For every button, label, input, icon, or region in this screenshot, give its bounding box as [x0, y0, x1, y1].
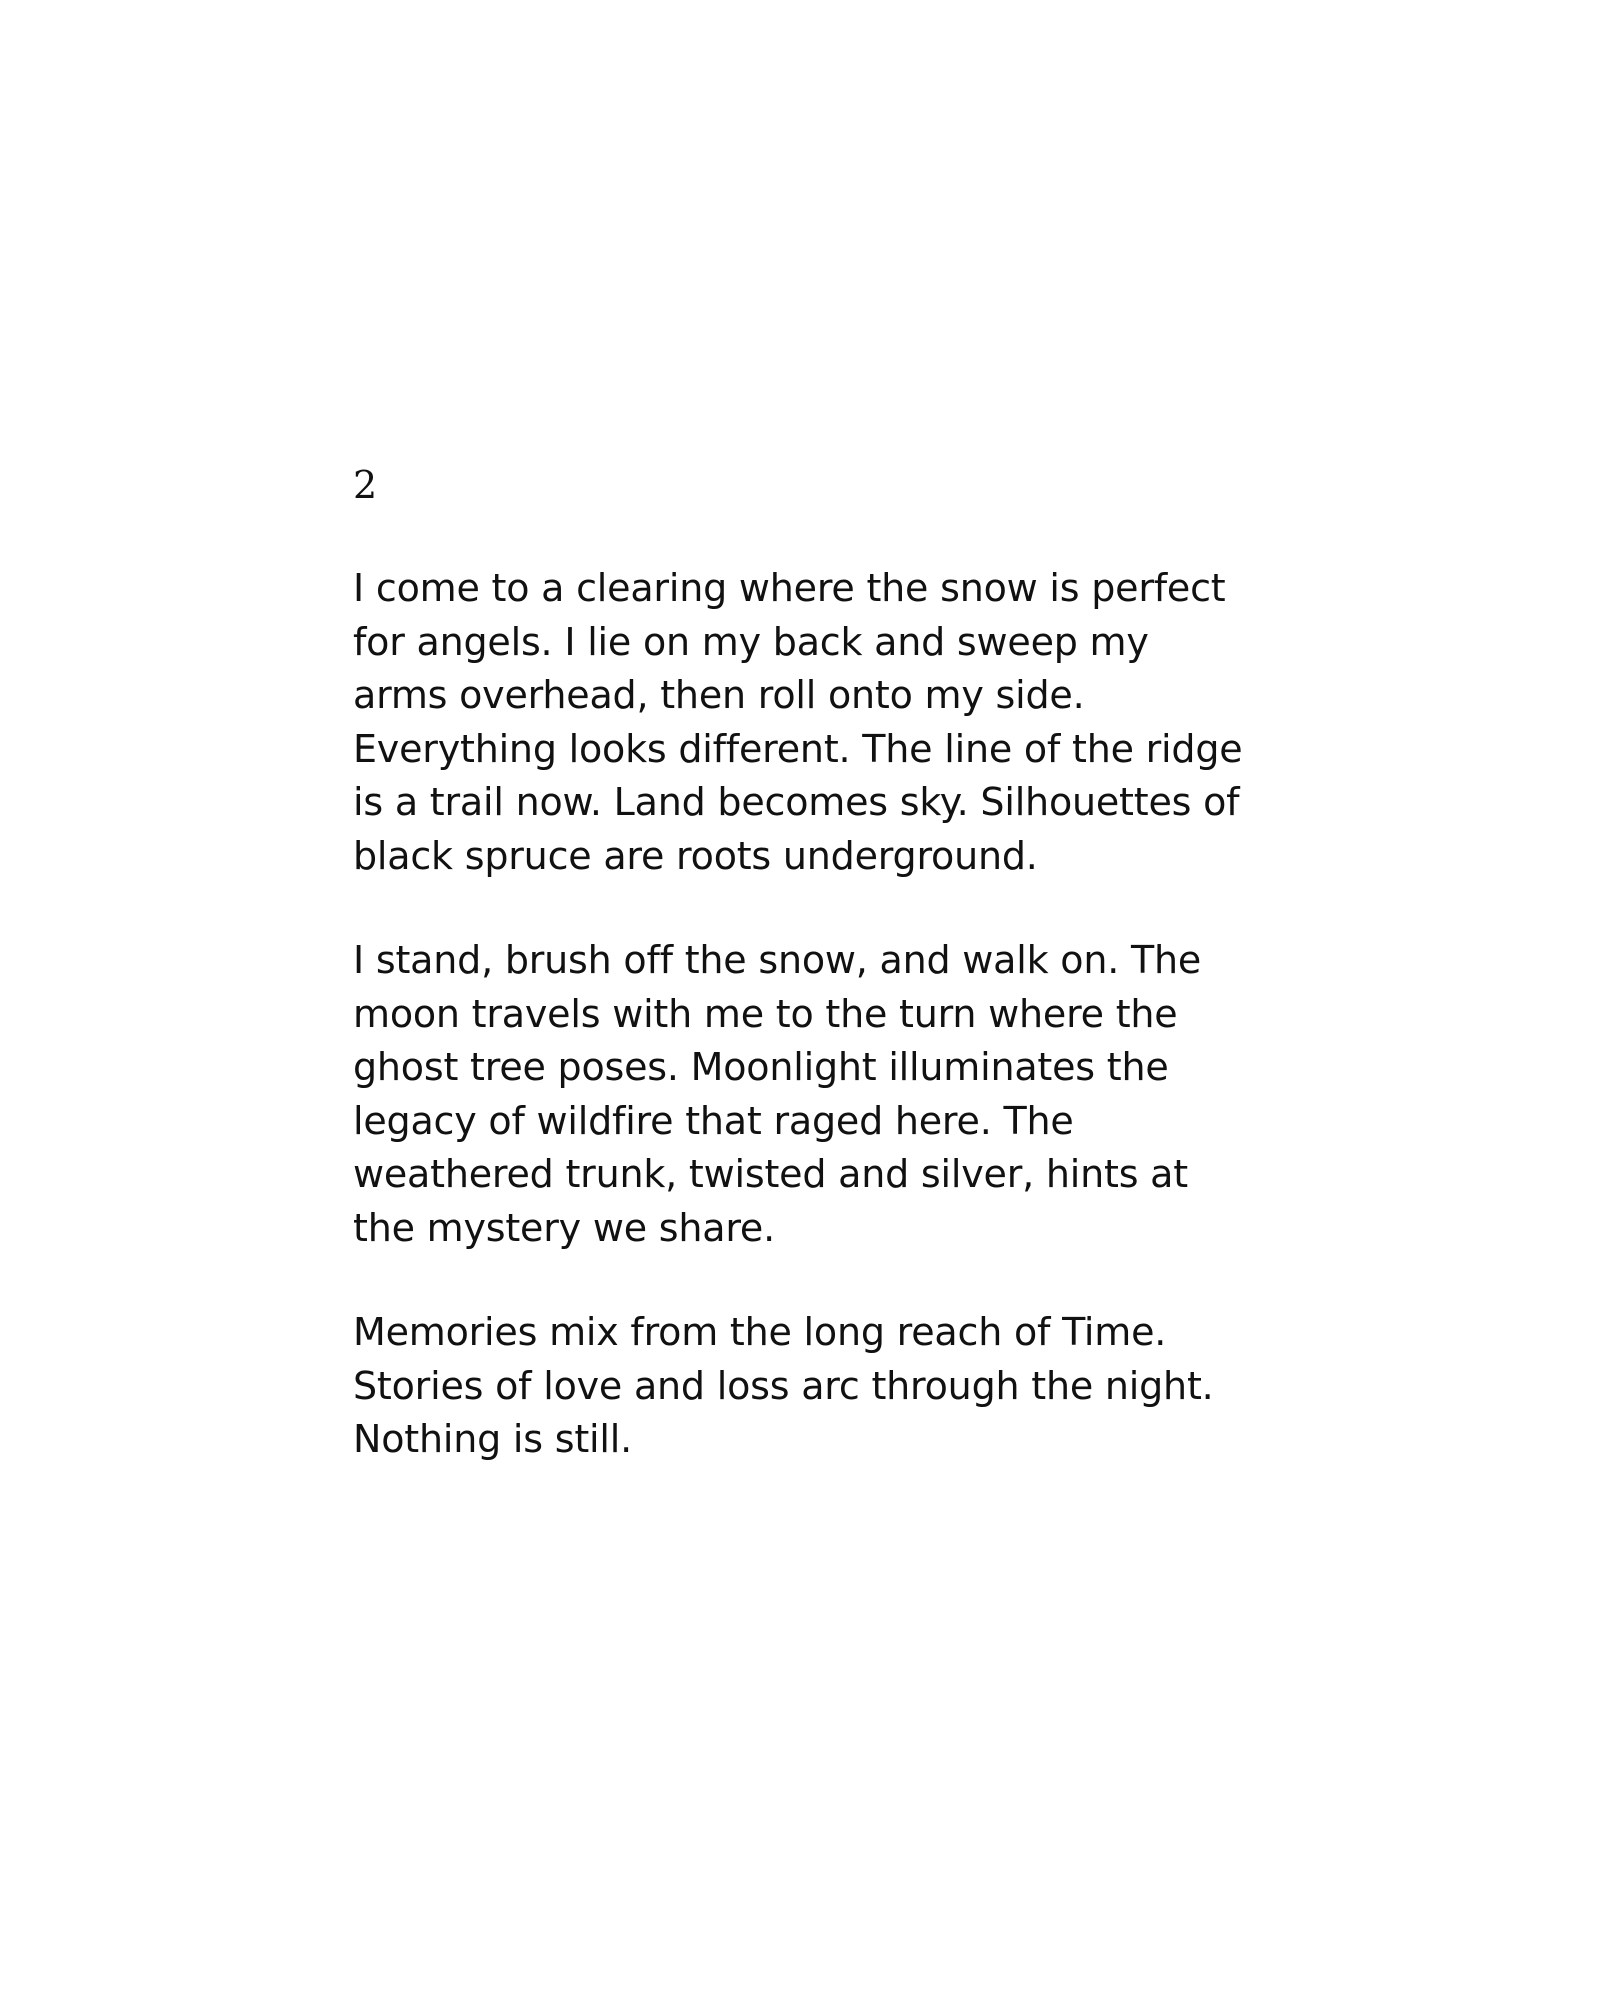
text-line: moon travels with me to the turn where the	[353, 991, 1178, 1036]
text-line: arms overhead, then roll onto my side.	[353, 673, 1085, 717]
text-line: weathered trunk, twisted and silver, hints at	[353, 1152, 1188, 1196]
text-line: ghost tree poses. Moonlight illuminates the	[353, 1045, 1169, 1089]
text-line: I stand, brush off the snow, and walk on. The	[353, 938, 1202, 982]
text-line: black spruce are roots underground.	[353, 833, 1038, 878]
paragraph-2	[353, 934, 1353, 1255]
paragraph-1	[353, 562, 1353, 883]
prose-body	[353, 562, 1353, 1518]
text-line: I come to a clearing where the snow is perfect	[353, 566, 1226, 610]
text-line: Everything looks different. The line of the ridge	[353, 726, 1243, 771]
text-line: for angels. I lie on my back and sweep my	[353, 619, 1149, 664]
text-line: Nothing is still.	[353, 1417, 632, 1461]
text-line: the mystery we share.	[353, 1205, 775, 1250]
paragraph-3	[353, 1306, 1353, 1467]
section-number: 2	[353, 463, 378, 507]
text-line: is a trail now. Land becomes sky. Silhouettes of	[353, 780, 1240, 824]
text-line: Stories of love and loss arc through the night.	[353, 1363, 1214, 1408]
text-line: legacy of wildfire that raged here. The	[353, 1098, 1074, 1143]
text-line: Memories mix from the long reach of Time.	[353, 1310, 1167, 1354]
